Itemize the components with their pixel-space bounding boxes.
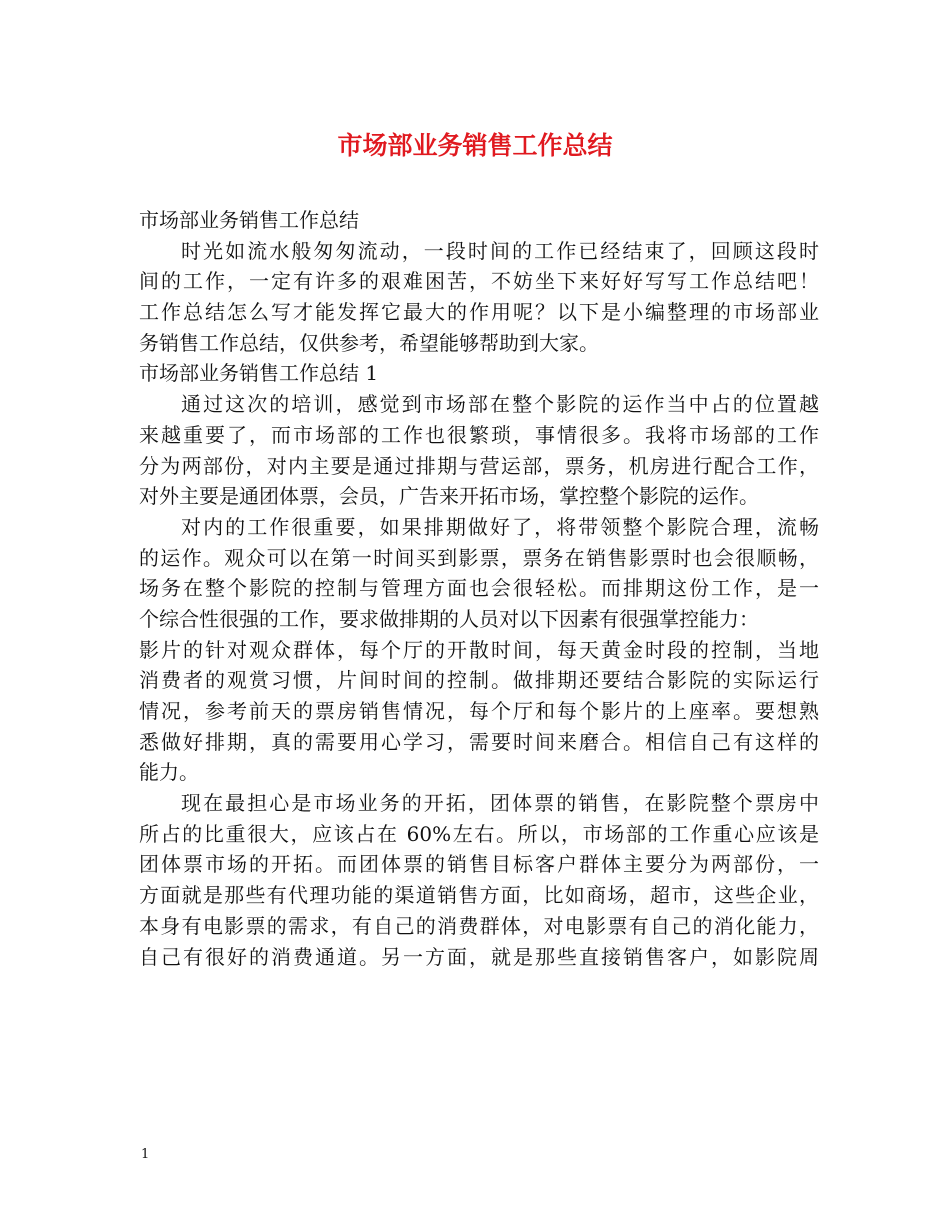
text-line: 务销售工作总结，仅供参考，希望能够帮助到大家。	[139, 330, 599, 355]
text-line: 工作总结怎么写才能发挥它最大的作用呢？以下是小编整理的市场部业	[139, 300, 819, 325]
document-body	[139, 205, 819, 972]
text-line: 所占的比重很大，应该占在 60%左右。所以，市场部的工作重心应该是	[139, 821, 819, 846]
text-line: 时光如流水般匆匆流动，一段时间的工作已经结束了，回顾这段时	[181, 238, 819, 263]
text-line: 悉做好排期，真的需要用心学习，需要时间来磨合。相信自己有这样的	[139, 729, 819, 754]
text-line: 能力。	[139, 760, 199, 785]
text-line: 对外主要是通团体票，会员，广告来开拓市场，掌控整个影院的运作。	[139, 484, 759, 509]
text-line: 本身有电影票的需求，有自己的消费群体，对电影票有自己的消化能力，	[139, 913, 819, 938]
text-line: 团体票市场的开拓。而团体票的销售目标客户群体主要分为两部份，一	[139, 852, 819, 877]
text-line: 现在最担心是市场业务的开拓，团体票的销售，在影院整个票房中	[181, 791, 819, 816]
text-line: 场务在整个影院的控制与管理方面也会很轻松。而排期这份工作，是一	[139, 576, 819, 601]
text-line: 对内的工作很重要，如果排期做好了，将带领整个影院合理，流畅	[181, 514, 819, 539]
text-line: 市场部业务销售工作总结 1	[139, 361, 379, 386]
text-line: 消费者的观赏习惯，片间时间的控制。做排期还要结合影院的实际运行	[139, 668, 819, 693]
text-line: 分为两部份，对内主要是通过排期与营运部，票务，机房进行配合工作，	[139, 453, 819, 478]
text-line: 通过这次的培训，感觉到市场部在整个影院的运作当中占的位置越	[181, 392, 819, 417]
text-line: 个综合性很强的工作，要求做排期的人员对以下因素有很强掌控能力：	[139, 606, 759, 631]
text-line: 市场部业务销售工作总结	[139, 208, 359, 232]
text-line: 来越重要了，而市场部的工作也很繁琐，事情很多。我将市场部的工作	[139, 422, 819, 447]
text-line: 方面就是那些有代理功能的渠道销售方面，比如商场，超市，这些企业，	[139, 883, 819, 908]
text-line: 间的工作，一定有许多的艰难困苦，不妨坐下来好好写写工作总结吧！	[139, 269, 819, 294]
text-line: 情况，参考前天的票房销售情况，每个厅和每个影片的上座率。要想熟	[139, 699, 819, 723]
document-title: 市场部业务销售工作总结	[337, 131, 613, 160]
text-line: 影片的针对观众群体，每个厅的开散时间，每天黄金时段的控制，当地	[139, 637, 819, 662]
page-number: 1	[141, 1147, 150, 1162]
text-line: 自己有很好的消费通道。另一方面，就是那些直接销售客户，如影院周	[139, 944, 819, 969]
text-line: 的运作。观众可以在第一时间买到影票，票务在销售影票时也会很顺畅，	[139, 545, 819, 570]
